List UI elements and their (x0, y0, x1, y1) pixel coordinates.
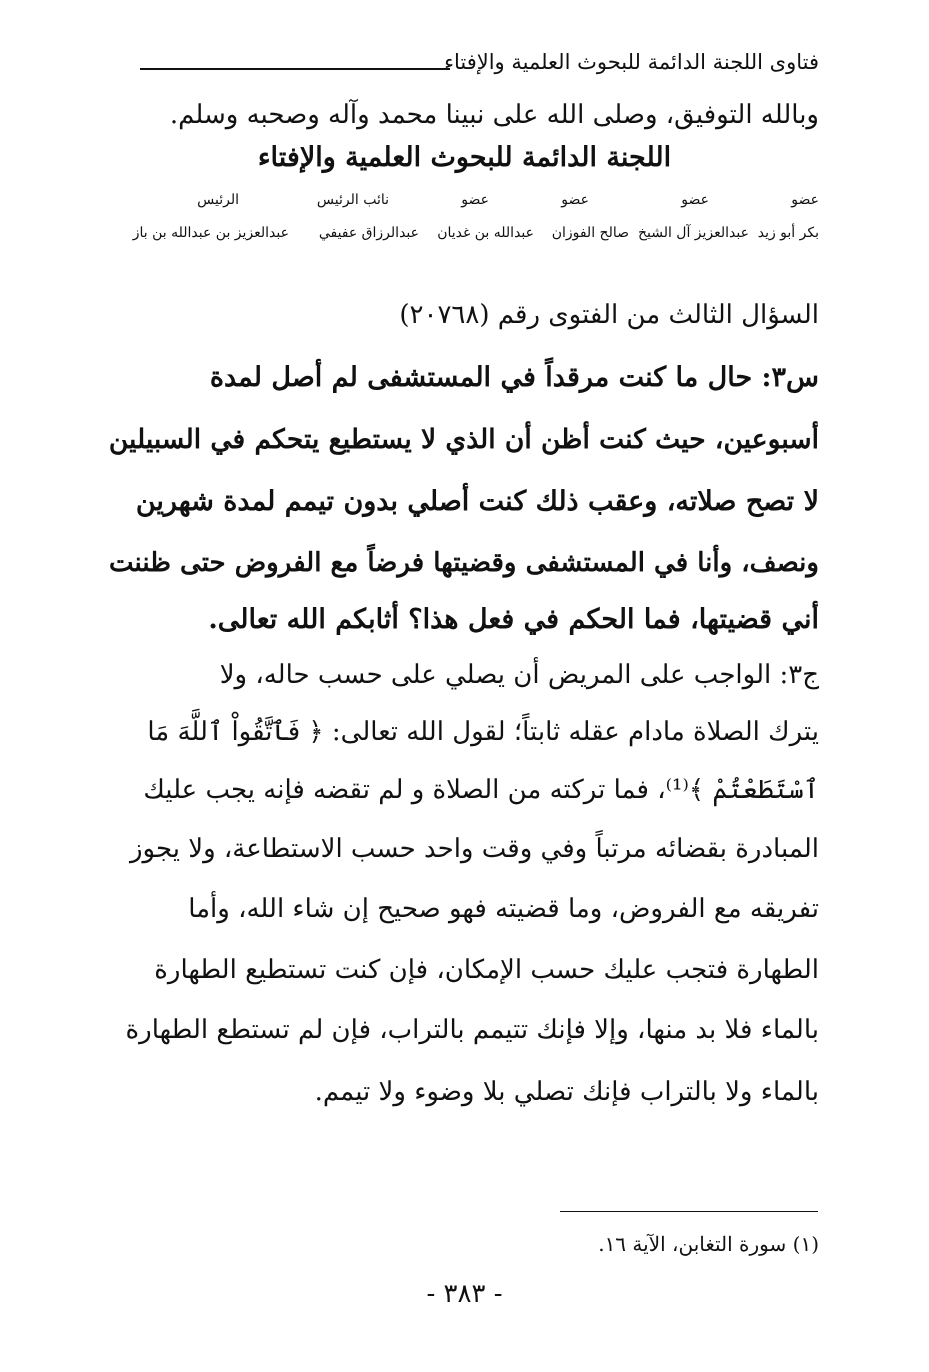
running-header: فتاوى اللجنة الدائمة للبحوث العلمية والإفتاء (444, 50, 819, 74)
answer-line: يترك الصلاة مادام عقله ثابتاً؛ لقول الله تعالى: ﴿ فَٱتَّقُواْ ٱللَّهَ مَا (147, 717, 819, 747)
signatory-name: عبدالعزيز آل الشيخ (637, 225, 749, 241)
question-line: لا تصح صلاته، وعقب ذلك كنت أصلي بدون تيمم لمدة شهرين (135, 486, 819, 517)
footnote-rule (560, 1211, 818, 1212)
page-number: - ٣٨٣ - (426, 1279, 503, 1309)
signatory-role: عضو (561, 192, 589, 208)
fatwa-question-number: السؤال الثالث من الفتوى رقم (٢٠٧٦٨) (399, 300, 819, 330)
answer-line: المبادرة بقضائه مرتباً وفي وقت واحد حسب الاستطاعة، ولا يجوز (129, 834, 819, 864)
answer-line: بالماء ولا بالتراب فإنك تصلي بلا وضوء ولا تيمم. (314, 1077, 819, 1107)
signatory-name: صالح الفوزان (551, 225, 629, 241)
question-line: ونصف، وأنا في المستشفى وقضيتها فرضاً مع الفروض حتى ظننت (108, 548, 819, 578)
signatory-role: الرئيس (197, 192, 239, 208)
signatory-role: عضو (681, 192, 709, 208)
answer-line: ٱسْتَطَعْتُمْ ﴾⁽¹⁾، فما تركته من الصلاة و لم تقضه فإنه يجب عليك (143, 775, 819, 805)
committee-title: اللجنة الدائمة للبحوث العلمية والإفتاء (257, 142, 672, 173)
question-line: أني قضيتها، فما الحكم في فعل هذا؟ أثابكم الله تعالى. (208, 604, 819, 635)
signatory-name: عبدالله بن غديان (437, 225, 534, 241)
signatory-role: نائب الرئيس (316, 192, 389, 208)
closing-line: وبالله التوفيق، وصلى الله على نبينا محمد وآله وصحبه وسلم. (169, 100, 819, 130)
question-line: س٣: حال ما كنت مرقداً في المستشفى لم أصل لمدة (209, 362, 819, 393)
signatory-name: بكر أبو زيد (757, 225, 819, 241)
signatory-role: عضو (461, 192, 489, 208)
question-line: أسبوعين، حيث كنت أظن أن الذي لا يستطيع يتحكم في السبيلين (108, 424, 819, 455)
answer-line: ج٣: الواجب على المريض أن يصلي على حسب حاله، ولا (219, 660, 819, 690)
header-rule (140, 68, 450, 70)
answer-line: تفريقه مع الفروض، وما قضيته فهو صحيح إن شاء الله، وأما (188, 894, 819, 924)
signatory-name: عبدالعزيز بن عبدالله بن باز (132, 225, 289, 241)
signatory-name: عبدالرزاق عفيفي (318, 225, 419, 241)
answer-line: الطهارة فتجب عليك حسب الإمكان، فإن كنت تستطيع الطهارة (154, 955, 819, 985)
answer-line: بالماء فلا بد منها، وإلا فإنك تتيمم بالتراب، فإن لم تستطع الطهارة (125, 1015, 819, 1045)
footnote: (١) سورة التغابن، الآية ١٦. (598, 1232, 819, 1256)
signatory-role: عضو (791, 192, 819, 208)
